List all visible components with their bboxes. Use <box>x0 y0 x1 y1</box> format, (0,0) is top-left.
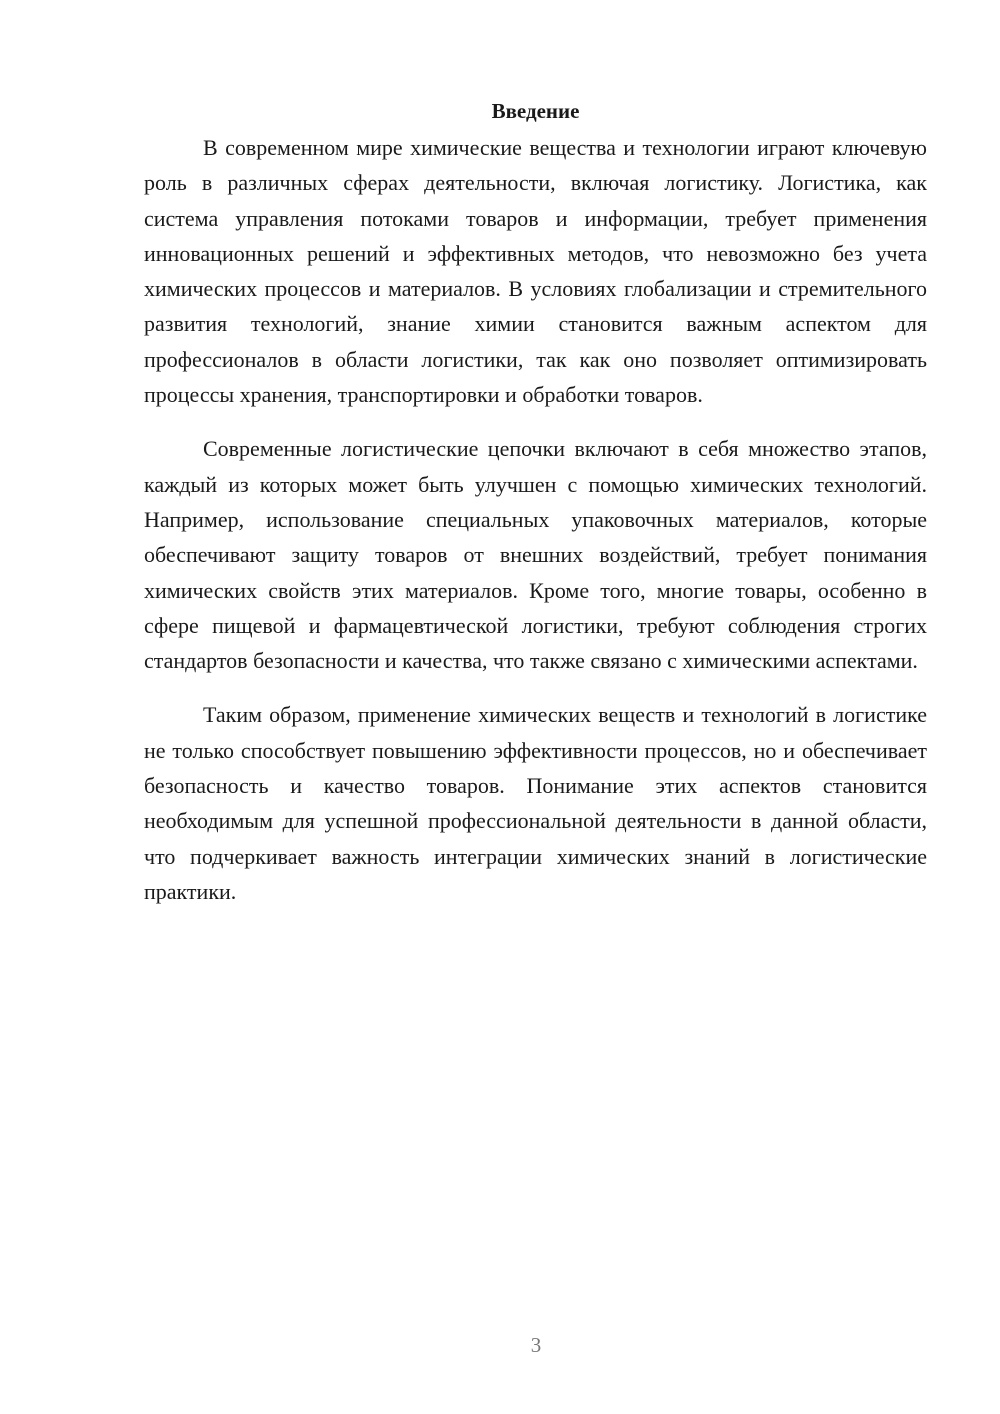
paragraph-1: В современном мире химические вещества и технологии играют ключевую роль в различных сферах деятельности, включая логистику. Логистика, как система управления потоками товаров и информации, требует применения инновационных решений и эффективных методов, что невозможно без учета химических процессов и материалов. В условиях глобализации и стремительного развития технологий, знание химии становится важным аспектом для профессионалов в области логистики, так как оно позволяет оптимизировать процессы хранения, транспортировки и обработки товаров. <box>144 135 927 408</box>
paragraph-3: Таким образом, применение химических веществ и технологий в логистике не только способствует повышению эффективности процессов, но и обеспечивает безопасность и качество товаров. Понимание этих аспектов становится необходимым для успешной профессиональной деятельности в данной области, что подчеркивает важность интеграции химических знаний в логистические практики. <box>144 702 927 904</box>
page-number: 3 <box>530 1333 542 1357</box>
page-content <box>144 96 927 928</box>
paragraph-2: Современные логистические цепочки включают в себя множество этапов, каждый из которых может быть улучшен с помощью химических технологий. Например, использование специальных упаковочных материалов, которые обеспечивают защиту товаров от внешних воздействий, требует понимания химических свойств этих материалов. Кроме того, многие товары, особенно в сфере пищевой и фармацевтической логистики, требуют соблюдения строгих стандартов безопасности и качества, что также связано с химическими аспектами. <box>144 436 927 674</box>
section-heading: Введение <box>491 99 580 123</box>
